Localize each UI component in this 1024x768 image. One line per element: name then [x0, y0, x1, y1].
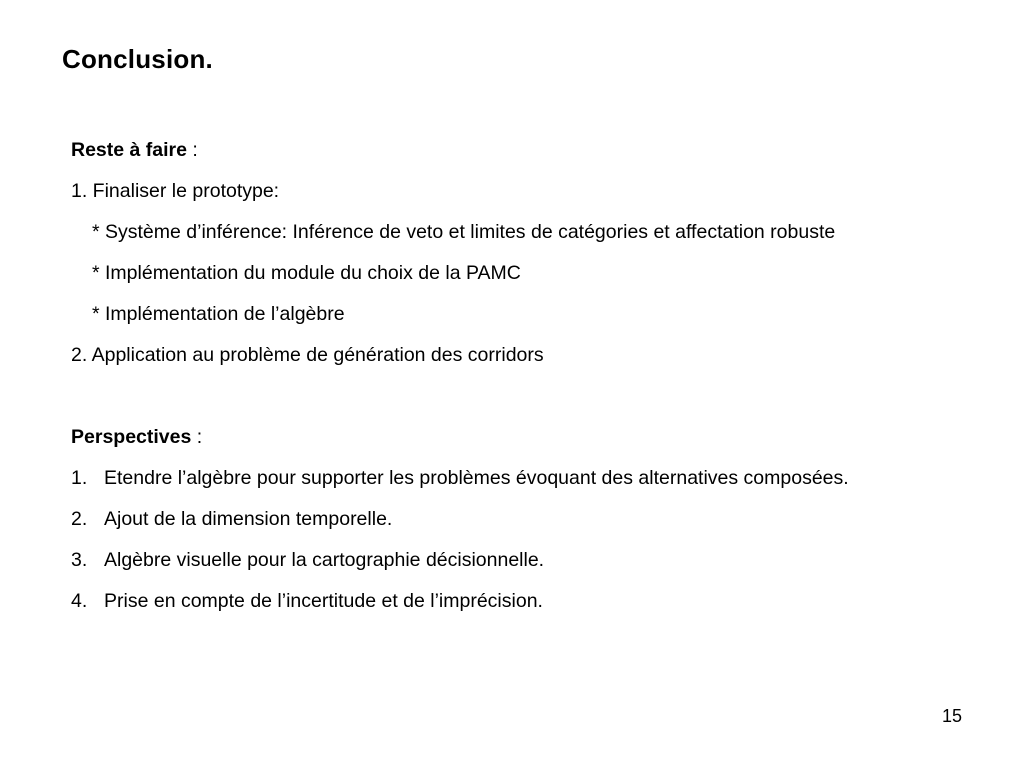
perspective-item-text: Prise en compte de l’incertitude et de l’imprécision. [104, 590, 543, 612]
perspective-item-number: 4. [71, 590, 88, 612]
section-spacer [71, 376, 1011, 417]
perspective-item [71, 540, 1011, 581]
perspective-item-text: Ajout de la dimension temporelle. [104, 508, 393, 530]
perspective-item [71, 458, 1011, 499]
todo-item-1: 1. Finaliser le prototype: [71, 180, 280, 202]
perspective-item-number: 1. [71, 467, 88, 489]
perspectives-heading-suffix: : [191, 426, 203, 448]
todo-sub-item: * Système d’inférence: Inférence de veto et limites de catégories et affectation robuste [92, 221, 836, 243]
todo-sub-item: * Implémentation du module du choix de la PAMC [92, 262, 521, 284]
perspective-item-number: 2. [71, 508, 88, 530]
todo-sub-item: * Implémentation de l’algèbre [92, 303, 345, 325]
perspectives-heading-line [71, 417, 1011, 458]
page-number: 15 [941, 706, 962, 726]
todo-heading-suffix: : [186, 139, 198, 161]
todo-item-2: 2. Application au problème de génération des corridors [71, 344, 544, 366]
perspective-item [71, 499, 1011, 540]
todo-heading: Reste à faire [71, 139, 187, 161]
slide-title: Conclusion. [62, 44, 213, 74]
perspective-item-number: 3. [71, 549, 88, 571]
todo-heading-line [71, 130, 1011, 171]
perspective-item [71, 581, 1011, 622]
slide-body [71, 130, 1011, 622]
perspective-item-text: Etendre l’algèbre pour supporter les problèmes évoquant des alternatives composées. [104, 467, 849, 489]
perspectives-heading: Perspectives [71, 426, 192, 448]
perspective-item-text: Algèbre visuelle pour la cartographie décisionnelle. [104, 549, 545, 571]
